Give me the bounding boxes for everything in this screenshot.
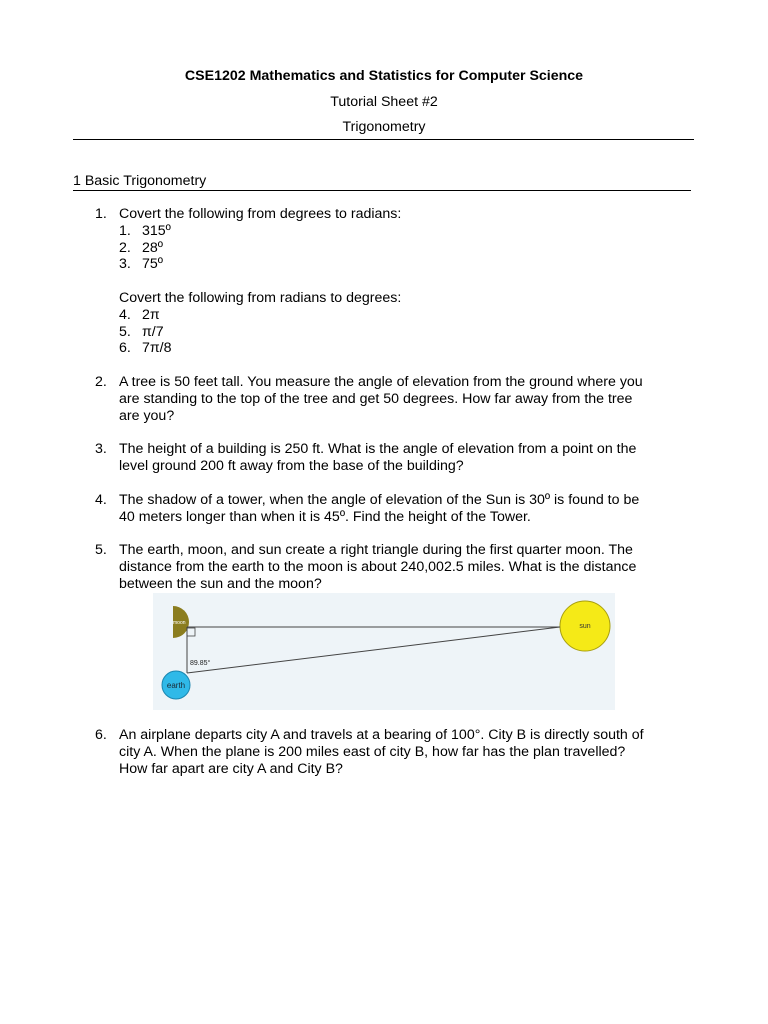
section-heading: 1 Basic Trigonometry — [73, 173, 691, 191]
question-1 — [95, 206, 695, 357]
question-line: How far apart are city A and City B? — [119, 760, 343, 777]
question-5 — [95, 542, 695, 592]
moon-label: moon — [173, 620, 186, 626]
question-4 — [95, 492, 695, 526]
list-item: 4. 2π — [119, 306, 160, 323]
list-item: 6. 7π/8 — [119, 340, 172, 357]
question-line: distance from the earth to the moon is about 240,002.5 miles. What is the distance — [119, 558, 637, 575]
list-item: 2. 28º — [119, 239, 163, 256]
course-title: CSE1202 Mathematics and Statistics for Computer Science — [184, 68, 584, 84]
list-item: 3. 75º — [119, 256, 163, 273]
question-text: Covert the following from radians to degrees: — [119, 289, 402, 306]
question-number: 3. — [95, 441, 107, 457]
triangle-diagram — [153, 593, 615, 710]
question-number: 2. — [95, 374, 107, 390]
question-line: The shadow of a tower, when the angle of elevation of the Sun is 30º is found to be — [119, 492, 640, 508]
question-line: city A. When the plane is 200 miles east of city B, how far has the plan travelled? — [119, 743, 626, 760]
question-number: 4. — [95, 492, 107, 508]
question-line: A tree is 50 feet tall. You measure the angle of elevation from the ground where you — [119, 374, 643, 390]
question-number: 5. — [95, 542, 107, 558]
question-line: The earth, moon, and sun create a right triangle during the first quarter moon. The — [119, 542, 633, 558]
right-angle-marker — [187, 628, 195, 636]
question-line: are you? — [119, 407, 175, 424]
question-number: 1. — [95, 206, 107, 222]
header-divider — [73, 139, 694, 140]
question-2 — [95, 374, 695, 424]
topic-title: Trigonometry — [342, 119, 426, 135]
sun-label: sun — [579, 623, 591, 630]
sheet-title: Tutorial Sheet #2 — [330, 94, 438, 110]
question-line: between the sun and the moon? — [119, 575, 322, 592]
question-line: 40 meters longer than when it is 45º. Find the height of the Tower. — [119, 508, 531, 525]
angle-label: 89.85° — [190, 660, 211, 667]
list-item: 5. π/7 — [119, 323, 164, 340]
question-line: An airplane departs city A and travels at a bearing of 100°. City B is directly south of — [119, 727, 644, 743]
list-item: 1. 315º — [119, 222, 171, 239]
question-line: level ground 200 ft away from the base of the building? — [119, 457, 464, 474]
question-line: The height of a building is 250 ft. What is the angle of elevation from a point on the — [119, 441, 637, 457]
earth-sun-line — [187, 627, 560, 673]
earth-label: earth — [166, 681, 186, 690]
question-line: are standing to the top of the tree and get 50 degrees. How far away from the tree — [119, 390, 633, 407]
question-6 — [95, 727, 695, 777]
question-3 — [95, 441, 695, 475]
triangle-diagram-svg — [153, 593, 615, 710]
question-number: 6. — [95, 727, 107, 743]
question-text: Covert the following from degrees to radians: — [119, 206, 402, 222]
